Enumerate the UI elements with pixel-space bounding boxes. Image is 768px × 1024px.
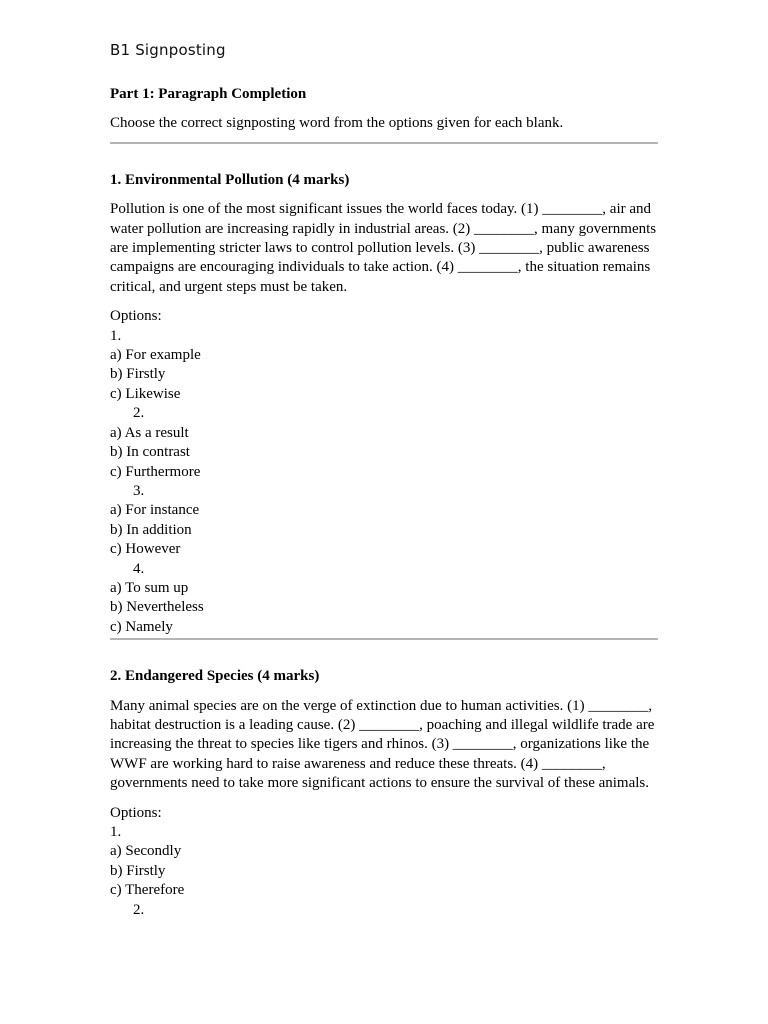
question-group xyxy=(110,404,658,482)
option-c: c) Namely xyxy=(110,618,173,635)
section-passage: Many animal species are on the verge of extinction due to human activities. (1) ________, habitat destruction is a leading cause. (2) ________, poaching and illegal wildlife trade are increasing the threat to species like tigers and rhinos. (3) ________, organizations like the WWF are working hard to raise awareness and reduce these threats. (4) ________, governments need to take more significant actions to ensure the survival of these animals. xyxy=(110,697,655,792)
option-a: a) For instance xyxy=(110,502,200,519)
options-label: Options: xyxy=(110,804,162,821)
part-title: Part 1: Paragraph Completion xyxy=(110,86,307,102)
options-label: Options: xyxy=(110,308,162,325)
question-group xyxy=(110,901,658,920)
question-number: 2. xyxy=(133,901,145,918)
option-c: c) Therefore xyxy=(110,882,185,899)
section-divider xyxy=(110,638,658,640)
question-number: 4. xyxy=(133,560,145,577)
option-a: a) To sum up xyxy=(110,579,189,596)
document-title: B1 Signposting xyxy=(110,41,226,59)
option-b: b) Firstly xyxy=(110,366,166,383)
option-b: b) In addition xyxy=(110,521,192,538)
question-group xyxy=(110,482,658,560)
question-group xyxy=(110,327,658,405)
option-a: a) For example xyxy=(110,347,201,364)
section-environmental-pollution xyxy=(110,171,658,637)
option-b: b) In contrast xyxy=(110,444,190,461)
part-instructions: Choose the correct signposting word from the options given for each blank. xyxy=(110,115,564,132)
question-number: 1. xyxy=(110,327,122,344)
option-a: a) Secondly xyxy=(110,843,182,860)
option-c: c) Furthermore xyxy=(110,463,201,480)
section-divider xyxy=(110,142,658,144)
question-number: 3. xyxy=(133,482,145,499)
option-c: c) Likewise xyxy=(110,385,181,402)
section-endangered-species xyxy=(110,667,658,920)
document-content xyxy=(110,85,658,920)
question-number: 1. xyxy=(110,824,122,840)
question-number: 2. xyxy=(133,405,145,422)
option-a: a) As a result xyxy=(110,424,189,441)
section-heading: 1. Environmental Pollution (4 marks) xyxy=(110,171,350,188)
section-heading: 2. Endangered Species (4 marks) xyxy=(110,668,320,685)
question-group xyxy=(110,560,658,638)
option-b: b) Nevertheless xyxy=(110,599,204,616)
question-group xyxy=(110,823,658,901)
option-b: b) Firstly xyxy=(110,862,166,879)
section-passage: Pollution is one of the most significant issues the world faces today. (1) ________, air and water pollution are increasing rapidly in industrial areas. (2) ________, many governments are implementing stricter laws to control pollution levels. (3) ________, public awareness campaigns are encouraging individuals to take action. (4) ________, the situation remains critical, and urgent steps must be taken. xyxy=(110,201,657,295)
option-c: c) However xyxy=(110,541,181,558)
